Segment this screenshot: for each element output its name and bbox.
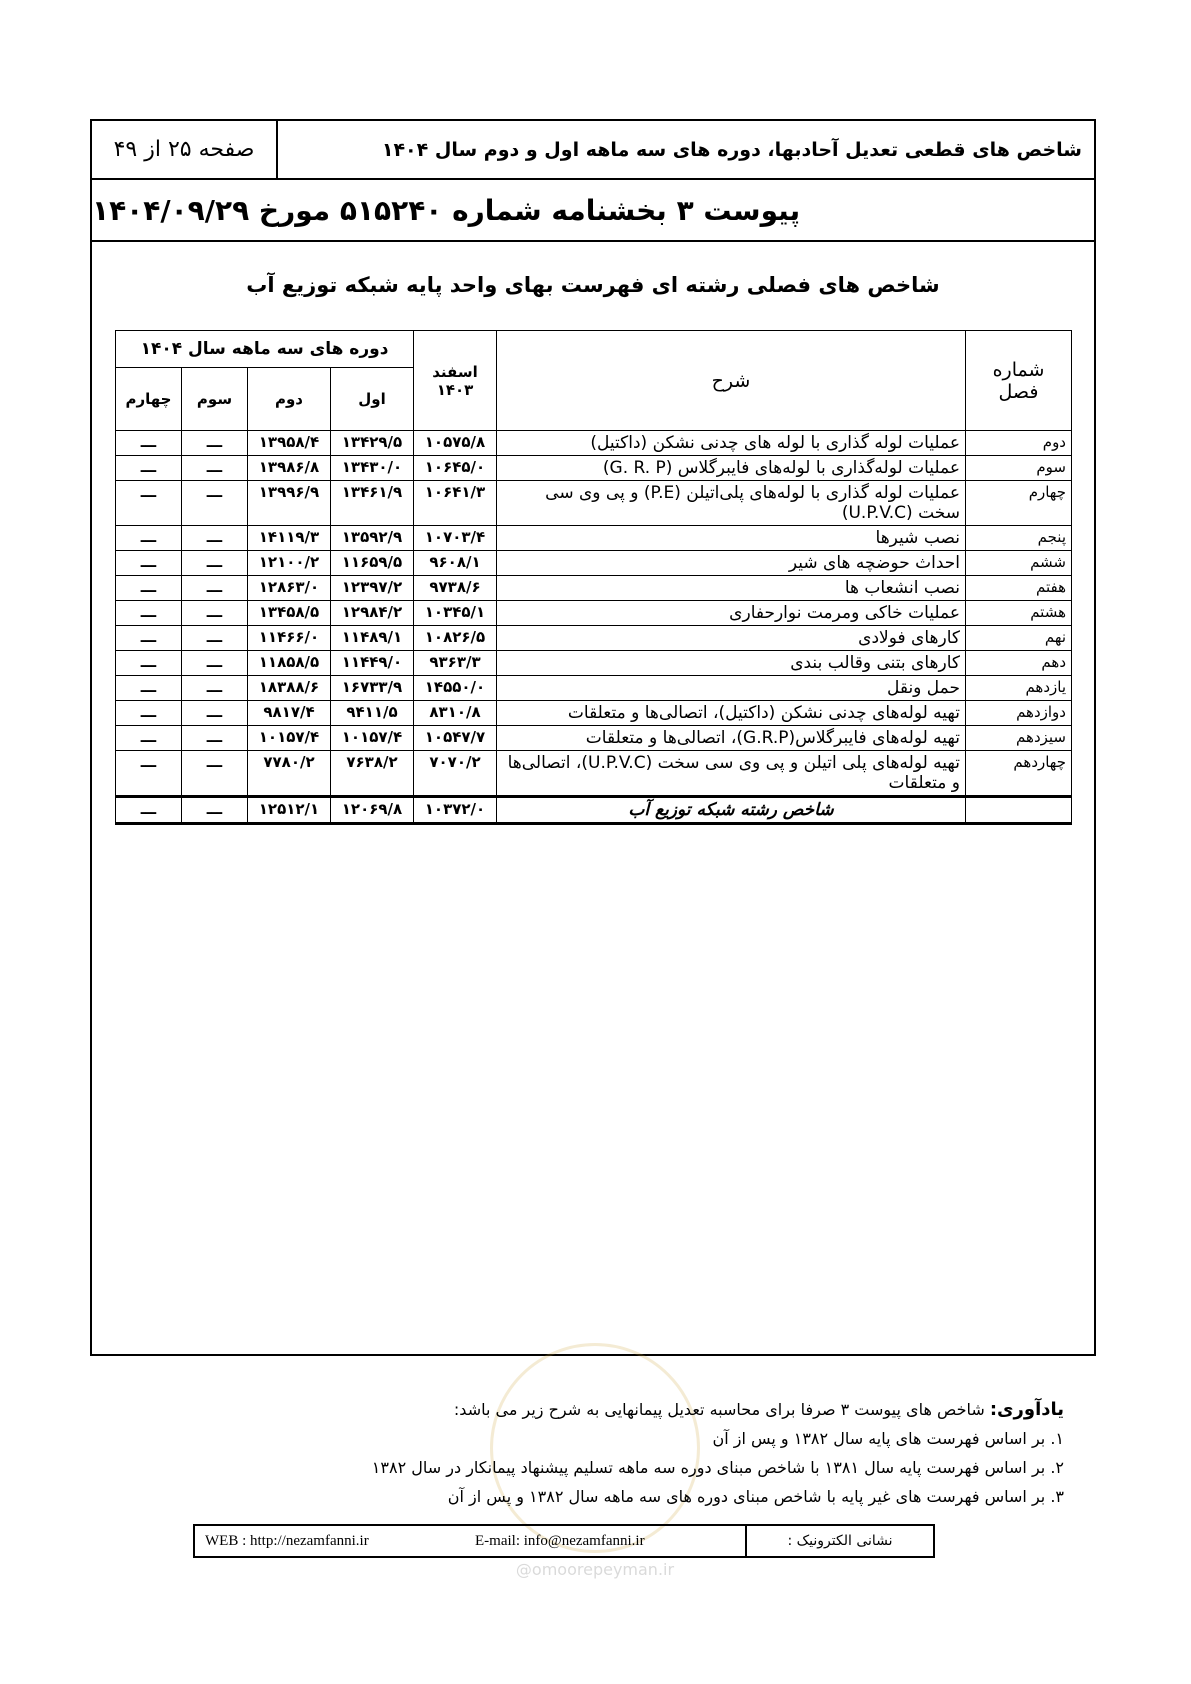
chapter-cell: ششم [966, 551, 1072, 576]
q4-cell: ـــ [116, 626, 182, 651]
col-group-header: دوره های سه ماهه سال ۱۴۰۴ [116, 331, 414, 368]
q1-cell: ۱۲۹۸۴/۲ [331, 601, 414, 626]
contact-box [193, 1524, 935, 1558]
desc-cell: کارهای فولادی [497, 626, 966, 651]
chapter-cell: پنجم [966, 526, 1072, 551]
q3-cell: ـــ [182, 726, 248, 751]
q2-cell: ۱۲۸۶۳/۰ [248, 576, 331, 601]
q4-cell: ـــ [116, 526, 182, 551]
q4-cell: ـــ [116, 651, 182, 676]
chapter-cell: دوازدهم [966, 701, 1072, 726]
q3-cell: ـــ [182, 626, 248, 651]
col-q3-header: سوم [182, 368, 248, 431]
desc-cell: عملیات خاکی ومرمت نوارحفاری [497, 601, 966, 626]
esfand-cell: ۱۰۵۴۷/۷ [414, 726, 497, 751]
chapter-cell: سیزدهم [966, 726, 1072, 751]
desc-cell: نصب شیرها [497, 526, 966, 551]
col-q4-header: چهارم [116, 368, 182, 431]
total-q2-cell: ۱۲۵۱۲/۱ [248, 797, 331, 824]
total-q3-cell: ـــ [182, 797, 248, 824]
page-number: صفحه ۲۵ از ۴۹ [92, 121, 278, 178]
notes-item-3: ۳. بر اساس فهرست های غیر پایه با شاخص مبنای دوره های سه ماهه سال ۱۳۸۲ و پس از آن [447, 1487, 1064, 1506]
desc-cell: نصب انشعاب ها [497, 576, 966, 601]
q1-cell: ۱۰۱۵۷/۴ [331, 726, 414, 751]
esfand-cell: ۸۳۱۰/۸ [414, 701, 497, 726]
header-row [92, 121, 1094, 180]
chapter-cell: چهارم [966, 481, 1072, 526]
desc-cell: تهیه لوله‌های فایبرگلاس(G.R.P)، اتصالی‌ها و متعلقات [497, 726, 966, 751]
q4-cell: ـــ [116, 576, 182, 601]
notes-block [372, 1395, 1064, 1511]
col-desc-header: شرح [497, 331, 966, 431]
q3-cell: ـــ [182, 751, 248, 797]
esfand-cell: ۷۰۷۰/۲ [414, 751, 497, 797]
q2-cell: ۱۱۴۶۶/۰ [248, 626, 331, 651]
q2-cell: ۹۸۱۷/۴ [248, 701, 331, 726]
table-row [116, 601, 1072, 626]
q3-cell: ـــ [182, 526, 248, 551]
q1-cell: ۱۳۴۶۱/۹ [331, 481, 414, 526]
q2-cell: ۱۸۳۸۸/۶ [248, 676, 331, 701]
total-esfand-cell: ۱۰۳۷۲/۰ [414, 797, 497, 824]
q1-cell: ۱۱۴۸۹/۱ [331, 626, 414, 651]
table-row [116, 526, 1072, 551]
chapter-cell: دهم [966, 651, 1072, 676]
q3-cell: ـــ [182, 651, 248, 676]
table-row [116, 726, 1072, 751]
q2-cell: ۱۳۹۵۸/۴ [248, 431, 331, 456]
q2-cell: ۱۳۴۵۸/۵ [248, 601, 331, 626]
index-table [115, 330, 1072, 825]
q2-cell: ۱۱۸۵۸/۵ [248, 651, 331, 676]
total-chapter-cell [966, 797, 1072, 824]
chapter-cell: یازدهم [966, 676, 1072, 701]
table-row [116, 751, 1072, 797]
desc-cell: حمل ونقل [497, 676, 966, 701]
q1-cell: ۷۶۳۸/۲ [331, 751, 414, 797]
email-link[interactable]: E-mail: info@nezamfanni.ir [475, 1532, 645, 1549]
total-q1-cell: ۱۲۰۶۹/۸ [331, 797, 414, 824]
q3-cell: ـــ [182, 431, 248, 456]
q3-cell: ـــ [182, 676, 248, 701]
esfand-cell: ۱۰۶۴۵/۰ [414, 456, 497, 481]
q2-cell: ۱۰۱۵۷/۴ [248, 726, 331, 751]
esfand-cell: ۹۷۳۸/۶ [414, 576, 497, 601]
q3-cell: ـــ [182, 576, 248, 601]
table-row [116, 676, 1072, 701]
q4-cell: ـــ [116, 726, 182, 751]
table-row [116, 701, 1072, 726]
q1-cell: ۹۴۱۱/۵ [331, 701, 414, 726]
q1-cell: ۱۱۴۴۹/۰ [331, 651, 414, 676]
web-link[interactable]: WEB : http://nezamfanni.ir [205, 1532, 369, 1549]
q3-cell: ـــ [182, 701, 248, 726]
q2-cell: ۱۴۱۱۹/۳ [248, 526, 331, 551]
esfand-cell: ۱۰۶۴۱/۳ [414, 481, 497, 526]
table-header-row [116, 331, 1072, 368]
q3-cell: ـــ [182, 551, 248, 576]
total-desc-cell: شاخص رشته شبکه توزیع آب [497, 797, 966, 824]
notes-intro-text: شاخص های پیوست ۳ صرفا برای محاسبه تعدیل پیمانهایی به شرح زیر می باشد: [453, 1400, 990, 1419]
chapter-cell: دوم [966, 431, 1072, 456]
q2-cell: ۱۳۹۹۶/۹ [248, 481, 331, 526]
esfand-cell: ۹۳۶۳/۳ [414, 651, 497, 676]
q4-cell: ـــ [116, 751, 182, 797]
col-q1-header: اول [331, 368, 414, 431]
table-row [116, 626, 1072, 651]
desc-cell: عملیات لوله گذاری با لوله‌های پلی‌اتیلن (P.E) و پی وی سی سخت (U.P.V.C) [497, 481, 966, 526]
total-row [116, 797, 1072, 824]
desc-cell: عملیات لوله‌گذاری با لوله‌های فایبرگلاس (G. R. P) [497, 456, 966, 481]
q3-cell: ـــ [182, 456, 248, 481]
desc-cell: احداث حوضچه های شیر [497, 551, 966, 576]
desc-cell: تهیه لوله‌های پلی اتیلن و پی وی سی سخت (U.P.V.C)، اتصالی‌ها و متعلقات [497, 751, 966, 797]
q1-cell: ۱۳۴۲۹/۵ [331, 431, 414, 456]
esfand-cell: ۱۰۸۲۶/۵ [414, 626, 497, 651]
table-row [116, 576, 1072, 601]
q2-cell: ۱۲۱۰۰/۲ [248, 551, 331, 576]
desc-cell: عملیات لوله گذاری با لوله های چدنی نشکن (داکتیل) [497, 431, 966, 456]
chapter-cell: سوم [966, 456, 1072, 481]
q1-cell: ۱۲۳۹۷/۲ [331, 576, 414, 601]
table-body [116, 431, 1072, 824]
q4-cell: ـــ [116, 481, 182, 526]
chapter-cell: چهاردهم [966, 751, 1072, 797]
q4-cell: ـــ [116, 551, 182, 576]
table-row [116, 456, 1072, 481]
chapter-cell: هشتم [966, 601, 1072, 626]
col-q2-header: دوم [248, 368, 331, 431]
contact-label: نشانی الکترونیک : [745, 1526, 933, 1556]
header-subtitle: پیوست ۳ بخشنامه شماره ۵۱۵۲۴۰ مورخ ۱۴۰۴/۰۹/۲۹ [92, 180, 1094, 242]
col-chapter-header: شماره فصل [966, 331, 1072, 431]
q1-cell: ۱۳۴۳۰/۰ [331, 456, 414, 481]
notes-intro [372, 1395, 1064, 1424]
chapter-cell: نهم [966, 626, 1072, 651]
table-row [116, 651, 1072, 676]
esfand-cell: ۱۴۵۵۰/۰ [414, 676, 497, 701]
chapter-cell: هفتم [966, 576, 1072, 601]
q2-cell: ۷۷۸۰/۲ [248, 751, 331, 797]
table-row [116, 481, 1072, 526]
esfand-cell: ۱۰۳۴۵/۱ [414, 601, 497, 626]
q4-cell: ـــ [116, 431, 182, 456]
q1-cell: ۱۶۷۳۳/۹ [331, 676, 414, 701]
total-q4-cell: ـــ [116, 797, 182, 824]
q1-cell: ۱۱۶۵۹/۵ [331, 551, 414, 576]
notes-item-2: ۲. بر اساس فهرست پایه سال ۱۳۸۱ با شاخص مبنای دوره سه ماهه تسلیم پیشنهاد پیمانکار در سال ۱۳۸۲ [371, 1458, 1064, 1477]
notes-lead: یادآوری: [989, 1399, 1064, 1420]
desc-cell: کارهای بتنی وقالب بندی [497, 651, 966, 676]
q3-cell: ـــ [182, 601, 248, 626]
q4-cell: ـــ [116, 601, 182, 626]
q2-cell: ۱۳۹۸۶/۸ [248, 456, 331, 481]
section-title: شاخص های فصلی رشته ای فهرست بهای واحد پایه شبکه توزیع آب [246, 273, 940, 297]
esfand-cell: ۱۰۷۰۳/۴ [414, 526, 497, 551]
esfand-cell: ۱۰۵۷۵/۸ [414, 431, 497, 456]
q4-cell: ـــ [116, 456, 182, 481]
notes-item-1: ۱. بر اساس فهرست های پایه سال ۱۳۸۲ و پس از آن [712, 1429, 1064, 1448]
q4-cell: ـــ [116, 676, 182, 701]
table-row [116, 551, 1072, 576]
table-row [116, 431, 1072, 456]
desc-cell: تهیه لوله‌های چدنی نشکن (داکتیل)، اتصالی‌ها و متعلقات [497, 701, 966, 726]
col-esfand-header: اسفند ۱۴۰۳ [414, 331, 497, 431]
header-title: شاخص های قطعی تعدیل آحادبها، دوره های سه ماهه اول و دوم سال ۱۴۰۴ [381, 138, 1082, 161]
q4-cell: ـــ [116, 701, 182, 726]
q3-cell: ـــ [182, 481, 248, 526]
esfand-cell: ۹۶۰۸/۱ [414, 551, 497, 576]
watermark-text: @omoorepeyman.ir [515, 1560, 675, 1579]
q1-cell: ۱۳۵۹۲/۹ [331, 526, 414, 551]
